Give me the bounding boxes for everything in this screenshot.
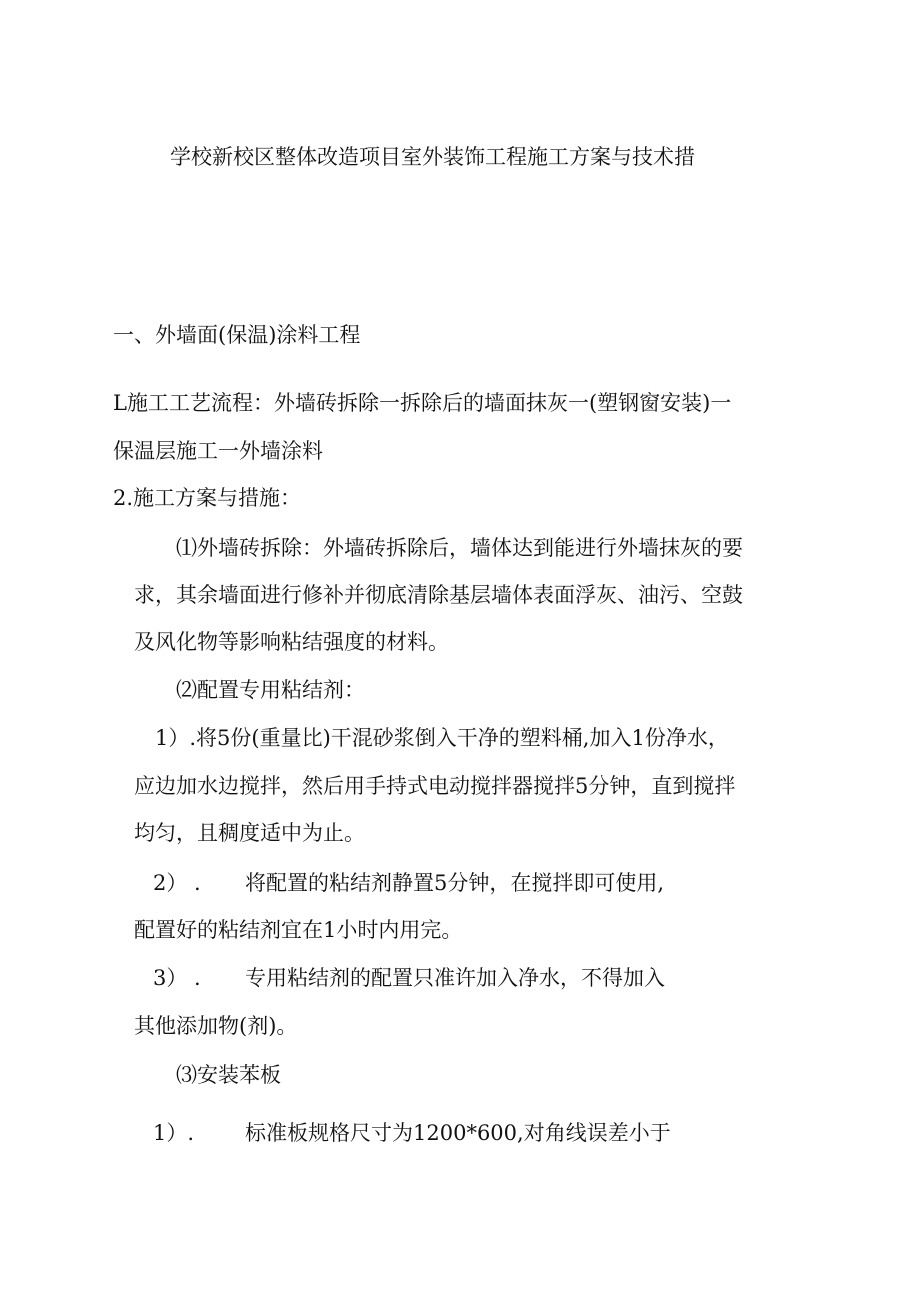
step-number: 1）. [153, 1121, 195, 1145]
subsection-heading: 2.施工方案与措施： [113, 486, 302, 510]
section-heading: 一、外墙面(保温)涂料工程 [113, 323, 361, 347]
paragraph-line: 将配置的粘结剂静置5分钟，在搅拌即可使用, [245, 871, 665, 895]
paragraph-line: 求，其余墙面进行修补并彻底清除基层墙体表面浮灰、油污、空鼓 [134, 583, 743, 607]
paragraph-line: 及风化物等影响粘结强度的材料。 [134, 630, 449, 654]
subsection-heading: ⑶安装苯板 [176, 1063, 281, 1087]
paragraph-line: 其他添加物(剂)。 [134, 1014, 298, 1038]
paragraph-line: 配置好的粘结剂宜在1小时内用完。 [134, 918, 463, 942]
paragraph-line: 1）.将5份(重量比)干混砂浆倒入干净的塑料桶,加入1份净水， [155, 726, 729, 750]
subsection-heading: ⑵配置专用粘结剂： [176, 678, 365, 702]
paragraph-line: 保温层施工一外墙涂料 [113, 439, 323, 463]
step-number: 3） . [153, 966, 201, 990]
paragraph-line: ⑴外墙砖拆除：外墙砖拆除后，墙体达到能进行外墙抹灰的要 [176, 536, 743, 560]
paragraph-line: 均匀，且稠度适中为止。 [134, 821, 365, 845]
paragraph-line: L施工工艺流程：外墙砖拆除一拆除后的墙面抹灰一(塑钢窗安装)一 [113, 391, 732, 415]
paragraph-line: 专用粘结剂的配置只准许加入净水，不得加入 [245, 966, 665, 990]
document-title: 学校新校区整体改造项目室外装饰工程施工方案与技术措 [170, 145, 695, 169]
step-number: 2） . [153, 871, 201, 895]
paragraph-line: 标准板规格尺寸为1200*600,对角线误差小于 [245, 1121, 671, 1145]
paragraph-line: 应边加水边搅拌，然后用手持式电动搅拌器搅拌5分钟，直到搅拌 [134, 774, 736, 798]
